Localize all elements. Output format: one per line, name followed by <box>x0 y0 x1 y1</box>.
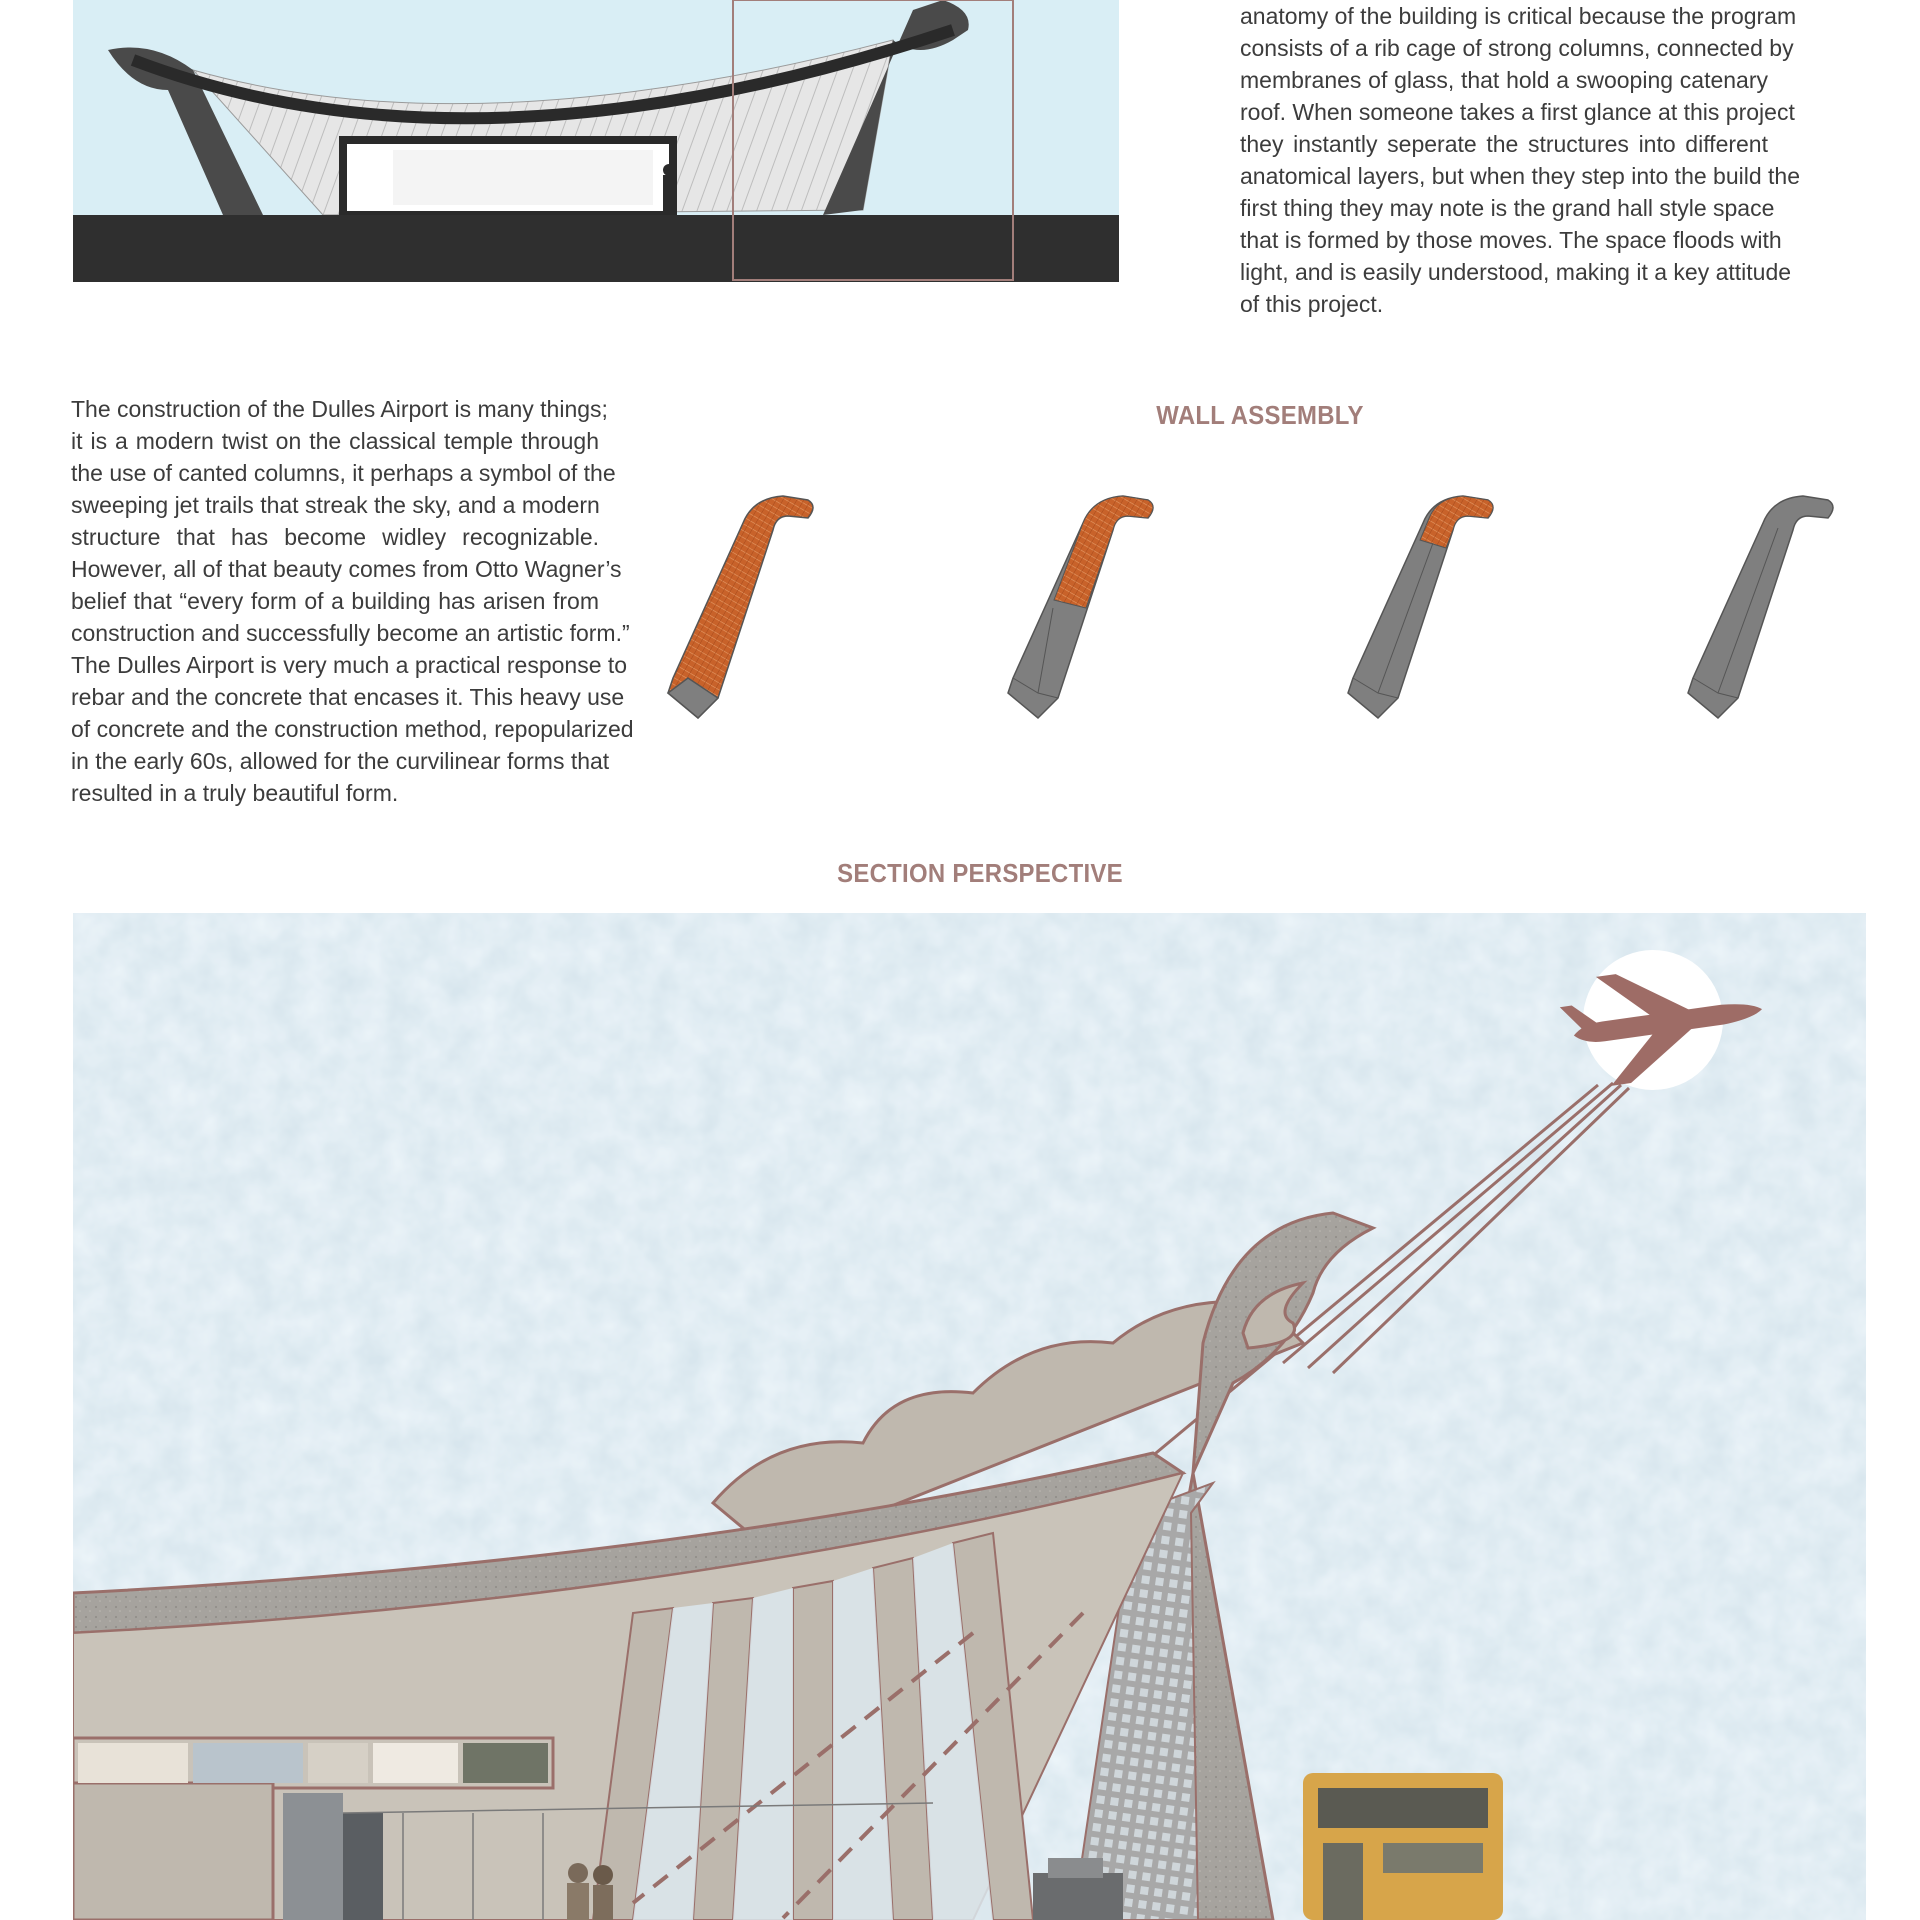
text-line: belief that “every form of a building has arisen from <box>71 588 599 614</box>
text-line: it is a modern twist on the classical temple through <box>71 428 599 454</box>
text-line: light, and is easily understood, making it a key attitude <box>1240 259 1792 285</box>
text-line: that is formed by those moves. The space floods with <box>1240 227 1782 253</box>
text-line: resulted in a truly beautiful form. <box>71 780 399 806</box>
wall-assembly-diagram <box>650 480 1870 740</box>
wall-assembly-stage-2 <box>1008 496 1153 718</box>
text-line: membranes of glass, that hold a swooping catenary <box>1240 67 1768 93</box>
wall-assembly-stage-3 <box>1348 496 1493 718</box>
interior-box <box>73 1783 273 1920</box>
text-line: sweeping jet trails that streak the sky, and a modern <box>71 492 600 518</box>
text-line: rebar and the concrete that encases it. This heavy use <box>71 684 625 710</box>
text-line: The Dulles Airport is very much a practical response to <box>71 652 628 678</box>
text-line: they instantly seperate the structures into different <box>1240 131 1768 157</box>
section-elevation-drawing <box>73 0 1119 282</box>
vintage-bus <box>1303 1773 1503 1920</box>
text-line: first thing they may note is the grand hall style space <box>1240 195 1775 221</box>
text-line: the use of canted columns, it perhaps a symbol of the <box>71 460 616 486</box>
section-perspective-heading: SECTION PERSPECTIVE <box>837 858 1123 888</box>
text-line: of concrete and the construction method, repopularized <box>71 716 634 742</box>
text-line: However, all of that beauty comes from Otto Wagner’s <box>71 556 622 582</box>
person-silhouette <box>663 175 675 215</box>
collage-strip <box>78 1743 548 1783</box>
text-line: of this project. <box>1240 291 1384 317</box>
wall-assembly-heading: WALL ASSEMBLY <box>1156 400 1364 430</box>
text-line: The construction of the Dulles Airport is many things; <box>71 396 608 422</box>
text-line: anatomy of the building is critical because the program <box>1240 3 1797 29</box>
interior-glass <box>393 150 653 205</box>
text-line: in the early 60s, allowed for the curvilinear forms that <box>71 748 610 774</box>
construction-paragraph <box>71 393 634 809</box>
intro-paragraph <box>1240 0 1801 320</box>
ground-mass <box>73 215 1119 282</box>
wall-assembly-stage-1 <box>668 496 813 718</box>
section-perspective-drawing <box>73 913 1866 1920</box>
text-line: anatomical layers, but when they step into the build the <box>1240 163 1801 189</box>
text-line: consists of a rib cage of strong columns, connected by <box>1240 35 1794 61</box>
text-line: roof. When someone takes a first glance at this project <box>1240 99 1795 125</box>
text-line: construction and successfully become an artistic form.” <box>71 620 630 646</box>
wall-assembly-stage-4 <box>1688 496 1833 718</box>
text-line: structure that has become widley recognizable. <box>71 524 599 550</box>
